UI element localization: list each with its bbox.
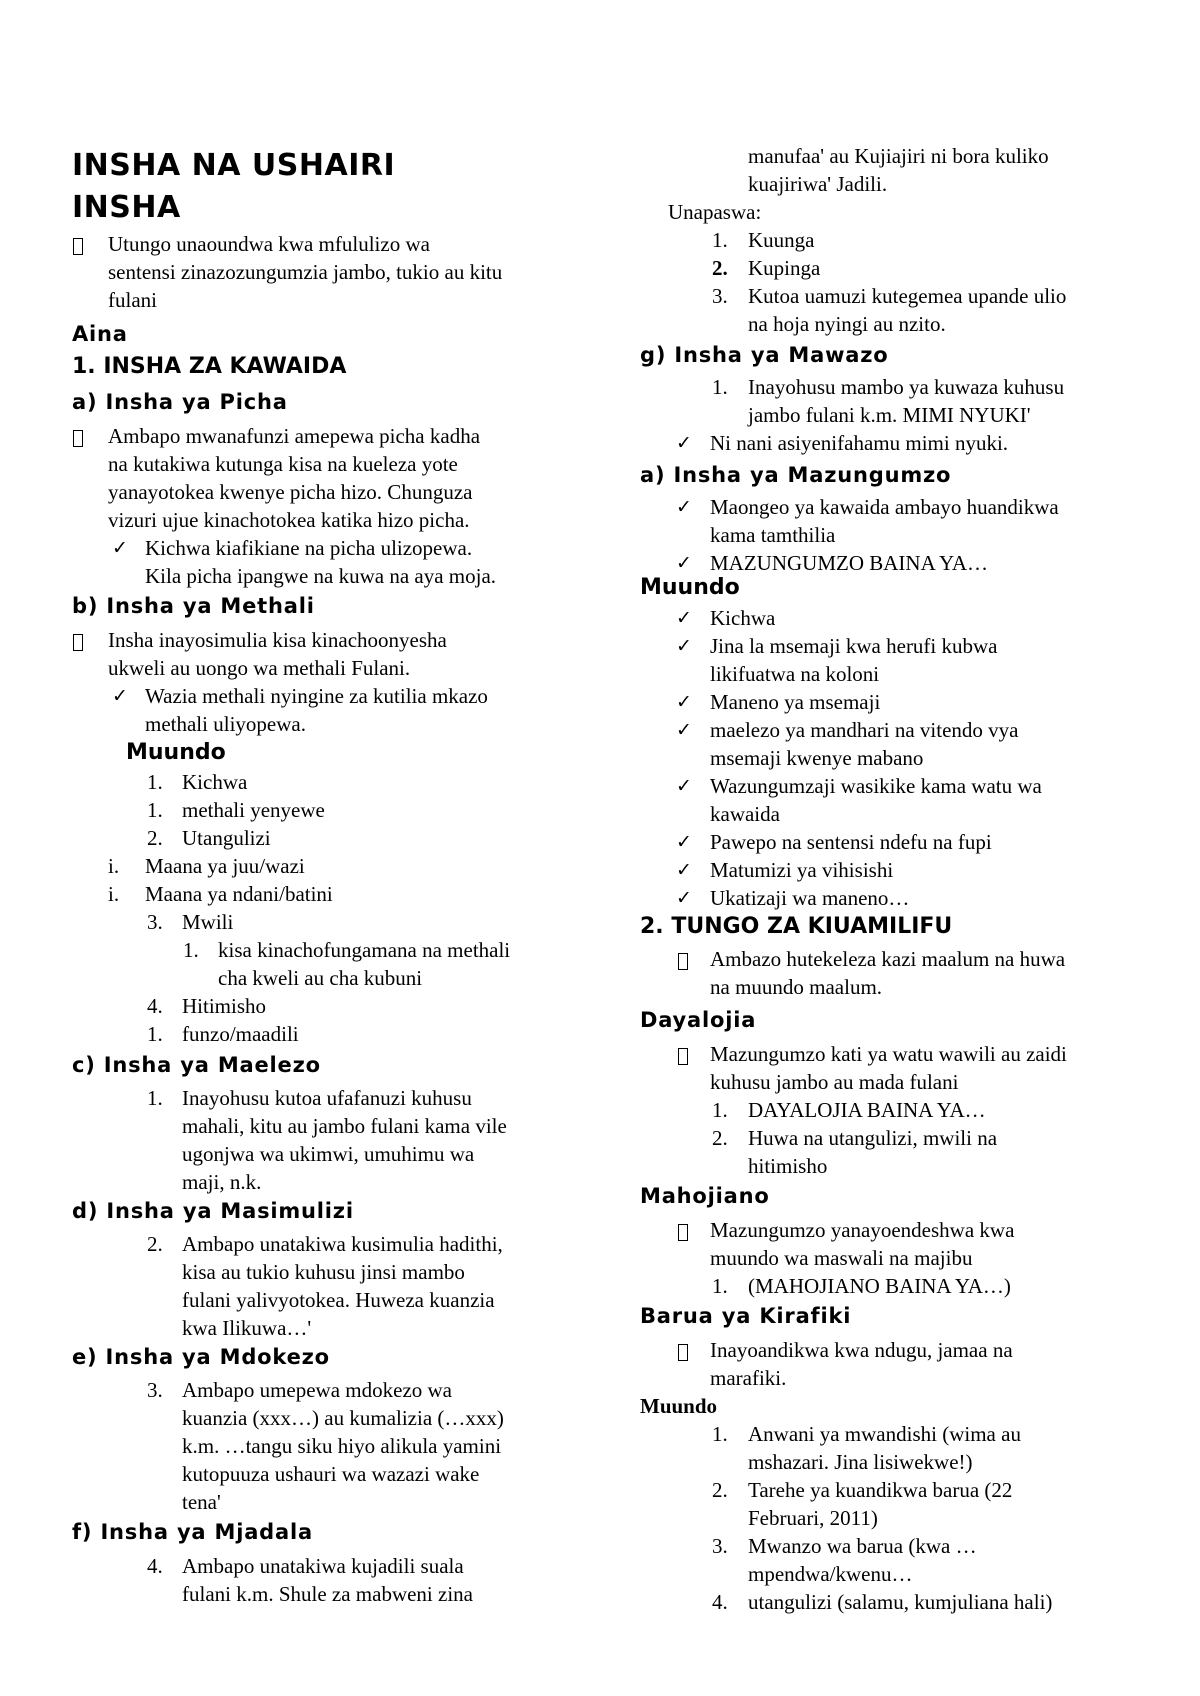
heading-muundo: Muundo [640, 575, 740, 600]
list-number: 1. [147, 1022, 163, 1046]
checkmark-icon: ✓ [676, 432, 692, 454]
heading-mahojiano: Mahojiano [640, 1184, 770, 1208]
bullet-box-icon [678, 1043, 688, 1071]
list-item: Tarehe ya kuandikwa barua (22 [748, 1478, 1013, 1502]
heading-insha-ya-picha: a) Insha ya Picha [72, 390, 288, 414]
muundo-check: msemaji kwenye mabano [710, 746, 924, 770]
list-number: 2. [712, 1478, 728, 1502]
bullet-box-icon [678, 1219, 688, 1247]
mjadala-text: fulani k.m. Shule za mabweni zina [182, 1582, 473, 1606]
intro-line: sentensi zinazozungumzia jambo, tukio au kitu [108, 260, 503, 284]
barua-text: marafiki. [710, 1366, 787, 1390]
list-item: cha kweli au cha kubuni [218, 966, 423, 990]
section-title-insha: INSHA [72, 190, 181, 225]
checkmark-icon: ✓ [112, 685, 128, 707]
picha-text: na kutakiwa kutunga kisa na kueleza yote [108, 452, 458, 476]
checkmark-icon: ✓ [676, 691, 692, 713]
checkmark-icon: ✓ [112, 537, 128, 559]
heading-muundo: Muundo [640, 1394, 718, 1418]
list-item: Utangulizi [182, 826, 271, 850]
list-item: funzo/maadili [182, 1022, 299, 1046]
maelezo-text: ugonjwa wa ukimwi, umuhimu wa [182, 1142, 475, 1166]
maelezo-text: mahali, kitu au jambo fulani kama vile [182, 1114, 507, 1138]
list-item: Kuunga [748, 228, 815, 252]
methali-text: ukweli au uongo wa methali Fulani. [108, 656, 411, 680]
list-number: 1. [712, 375, 728, 399]
list-number: 3. [712, 284, 728, 308]
heading-tungo-za-kiuamilifu: 2. TUNGO ZA KIUAMILIFU [640, 914, 953, 939]
list-item: kisa kinachofungamana na methali [218, 938, 511, 962]
list-number: 1. [712, 1274, 728, 1298]
list-number: 1. [712, 1422, 728, 1446]
muundo-check: Pawepo na sentensi ndefu na fupi [710, 830, 992, 854]
intro-line: fulani [108, 288, 157, 312]
mahojiano-text: muundo wa maswali na majibu [710, 1246, 973, 1270]
picha-text: vizuri ujue kinachotokea katika hizo picha. [108, 508, 470, 532]
heading-insha-ya-methali: b) Insha ya Methali [72, 594, 315, 618]
list-number: i. [108, 882, 120, 906]
list-item: Februari, 2011) [748, 1506, 878, 1530]
checkmark-icon: ✓ [676, 719, 692, 741]
list-item: Mwili [182, 910, 234, 934]
mazungumzo-check: kama tamthilia [710, 523, 836, 547]
checkmark-icon: ✓ [676, 607, 692, 629]
heading-insha-ya-mdokezo: e) Insha ya Mdokezo [72, 1345, 330, 1369]
bullet-box-icon [73, 629, 83, 657]
mdokezo-text: k.m. …tangu siku hiyo alikula yamini [182, 1434, 502, 1458]
dayalojia-text: kuhusu jambo au mada fulani [710, 1070, 959, 1094]
heading-barua-ya-kirafiki: Barua ya Kirafiki [640, 1304, 852, 1328]
picha-text: Ambapo mwanafunzi amepewa picha kadha [108, 424, 481, 448]
list-number: 1. [712, 228, 728, 252]
list-number: 2. [147, 826, 163, 850]
list-number: 1. [147, 798, 163, 822]
list-number: 3. [147, 910, 163, 934]
muundo-check: likifuatwa na koloni [710, 662, 880, 686]
barua-text: Inayoandikwa kwa ndugu, jamaa na [710, 1338, 1013, 1362]
checkmark-icon: ✓ [676, 859, 692, 881]
list-number: 3. [712, 1534, 728, 1558]
list-number: 1. [147, 770, 163, 794]
list-number: 2. [147, 1232, 163, 1256]
methali-check: methali uliyopewa. [145, 712, 306, 736]
checkmark-icon: ✓ [676, 635, 692, 657]
heading-insha-ya-masimulizi: d) Insha ya Masimulizi [72, 1199, 354, 1223]
list-item: Kupinga [748, 256, 821, 280]
checkmark-icon: ✓ [676, 496, 692, 518]
mdokezo-text: kuanzia (xxx…) au kumalizia (…xxx) [182, 1406, 504, 1430]
mdokezo-text: Ambapo umepewa mdokezo wa [182, 1378, 452, 1402]
mjadala-text: kuajiriwa' Jadili. [748, 172, 888, 196]
heading-insha-ya-mawazo: g) Insha ya Mawazo [640, 343, 889, 367]
list-item: Hitimisho [182, 994, 267, 1018]
list-item: Maana ya ndani/batini [145, 882, 333, 906]
list-item: Mwanzo wa barua (kwa … [748, 1534, 977, 1558]
maelezo-text: maji, n.k. [182, 1170, 262, 1194]
muundo-check: Ukatizaji wa maneno… [710, 886, 910, 910]
checkmark-icon: ✓ [676, 831, 692, 853]
mazungumzo-check: MAZUNGUMZO BAINA YA… [710, 551, 989, 575]
mdokezo-text: kutopuuza ushauri wa wazazi wake [182, 1462, 480, 1486]
muundo-check: Jina la msemaji kwa herufi kubwa [710, 634, 998, 658]
list-item: mshazari. Jina lisiwekwe!) [748, 1450, 973, 1474]
muundo-check: maelezo ya mandhari na vitendo vya [710, 718, 1019, 742]
intro-line: Utungo unaoundwa kwa mfululizo wa [108, 232, 430, 256]
mjadala-text: Ambapo unatakiwa kujadili suala [182, 1554, 464, 1578]
heading-insha-ya-maelezo: c) Insha ya Maelezo [72, 1053, 321, 1077]
heading-insha-za-kawaida: 1. INSHA ZA KAWAIDA [72, 354, 347, 379]
list-number: 2. [712, 256, 728, 280]
list-number: 1. [147, 1086, 163, 1110]
muundo-check: Maneno ya msemaji [710, 690, 881, 714]
bullet-box-icon [73, 425, 83, 453]
checkmark-icon: ✓ [676, 887, 692, 909]
bullet-box-icon [678, 948, 688, 976]
list-number: 4. [147, 994, 163, 1018]
picha-text: yanayotokea kwenye picha hizo. Chunguza [108, 480, 473, 504]
list-number: 4. [147, 1554, 163, 1578]
mawazo-text: jambo fulani k.m. MIMI NYUKI' [748, 403, 1031, 427]
heading-aina: Aina [72, 322, 128, 346]
heading-insha-ya-mjadala: f) Insha ya Mjadala [72, 1520, 313, 1544]
list-item: utangulizi (salamu, kumjuliana hali) [748, 1590, 1053, 1614]
list-item: Kutoa uamuzi kutegemea upande ulio [748, 284, 1067, 308]
muundo-check: Kichwa [710, 606, 776, 630]
mdokezo-text: tena' [182, 1490, 221, 1514]
list-item: Kichwa [182, 770, 248, 794]
mawazo-text: Inayohusu mambo ya kuwaza kuhusu [748, 375, 1065, 399]
bullet-box-icon [73, 233, 83, 261]
mjadala-text: manufaa' au Kujiajiri ni bora kuliko [748, 144, 1049, 168]
list-item: Anwani ya mwandishi (wima au [748, 1422, 1021, 1446]
masimulizi-text: Ambapo unatakiwa kusimulia hadithi, [182, 1232, 503, 1256]
muundo-check: Wazungumzaji wasikike kama watu wa [710, 774, 1042, 798]
list-item: Maana ya juu/wazi [145, 854, 305, 878]
heading-dayalojia: Dayalojia [640, 1008, 757, 1032]
tungo-text: Ambazo hutekeleza kazi maalum na huwa [710, 947, 1066, 971]
muundo-check: kawaida [710, 802, 780, 826]
picha-check: Kichwa kiafikiane na picha ulizopewa. [145, 536, 473, 560]
document-title: INSHA NA USHAIRI [72, 148, 396, 183]
unapaswa-label: Unapaswa: [668, 200, 762, 224]
mawazo-check: Ni nani asiyenifahamu mimi nyuki. [710, 431, 1009, 455]
list-number: 4. [712, 1590, 728, 1614]
list-number: 3. [147, 1378, 163, 1402]
maelezo-text: Inayohusu kutoa ufafanuzi kuhusu [182, 1086, 472, 1110]
heading-muundo: Muundo [126, 740, 226, 765]
list-item: mpendwa/kwenu… [748, 1562, 913, 1586]
list-item: na hoja nyingi au nzito. [748, 312, 946, 336]
methali-text: Insha inayosimulia kisa kinachoonyesha [108, 628, 447, 652]
checkmark-icon: ✓ [676, 775, 692, 797]
list-item: Huwa na utangulizi, mwili na [748, 1126, 998, 1150]
methali-check: Wazia methali nyingine za kutilia mkazo [145, 684, 488, 708]
mahojiano-text: Mazungumzo yanayoendeshwa kwa [710, 1218, 1015, 1242]
tungo-text: na muundo maalum. [710, 975, 883, 999]
list-number: 1. [712, 1098, 728, 1122]
dayalojia-text: Mazungumzo kati ya watu wawili au zaidi [710, 1042, 1067, 1066]
list-item: DAYALOJIA BAINA YA… [748, 1098, 986, 1122]
bullet-box-icon [678, 1339, 688, 1367]
checkmark-icon: ✓ [676, 552, 692, 574]
list-number: 2. [712, 1126, 728, 1150]
list-item: (MAHOJIANO BAINA YA…) [748, 1274, 1011, 1298]
list-item: methali yenyewe [182, 798, 325, 822]
heading-insha-ya-mazungumzo: a) Insha ya Mazungumzo [640, 463, 952, 487]
list-item: hitimisho [748, 1154, 828, 1178]
masimulizi-text: kisa au tukio kuhusu jinsi mambo [182, 1260, 465, 1284]
list-number: i. [108, 854, 120, 878]
masimulizi-text: kwa Ilikuwa…' [182, 1316, 312, 1340]
picha-check: Kila picha ipangwe na kuwa na aya moja. [145, 564, 497, 588]
muundo-check: Matumizi ya vihisishi [710, 858, 894, 882]
mazungumzo-check: Maongeo ya kawaida ambayo huandikwa [710, 495, 1059, 519]
masimulizi-text: fulani yalivyotokea. Huweza kuanzia [182, 1288, 495, 1312]
list-number: 1. [183, 938, 199, 962]
